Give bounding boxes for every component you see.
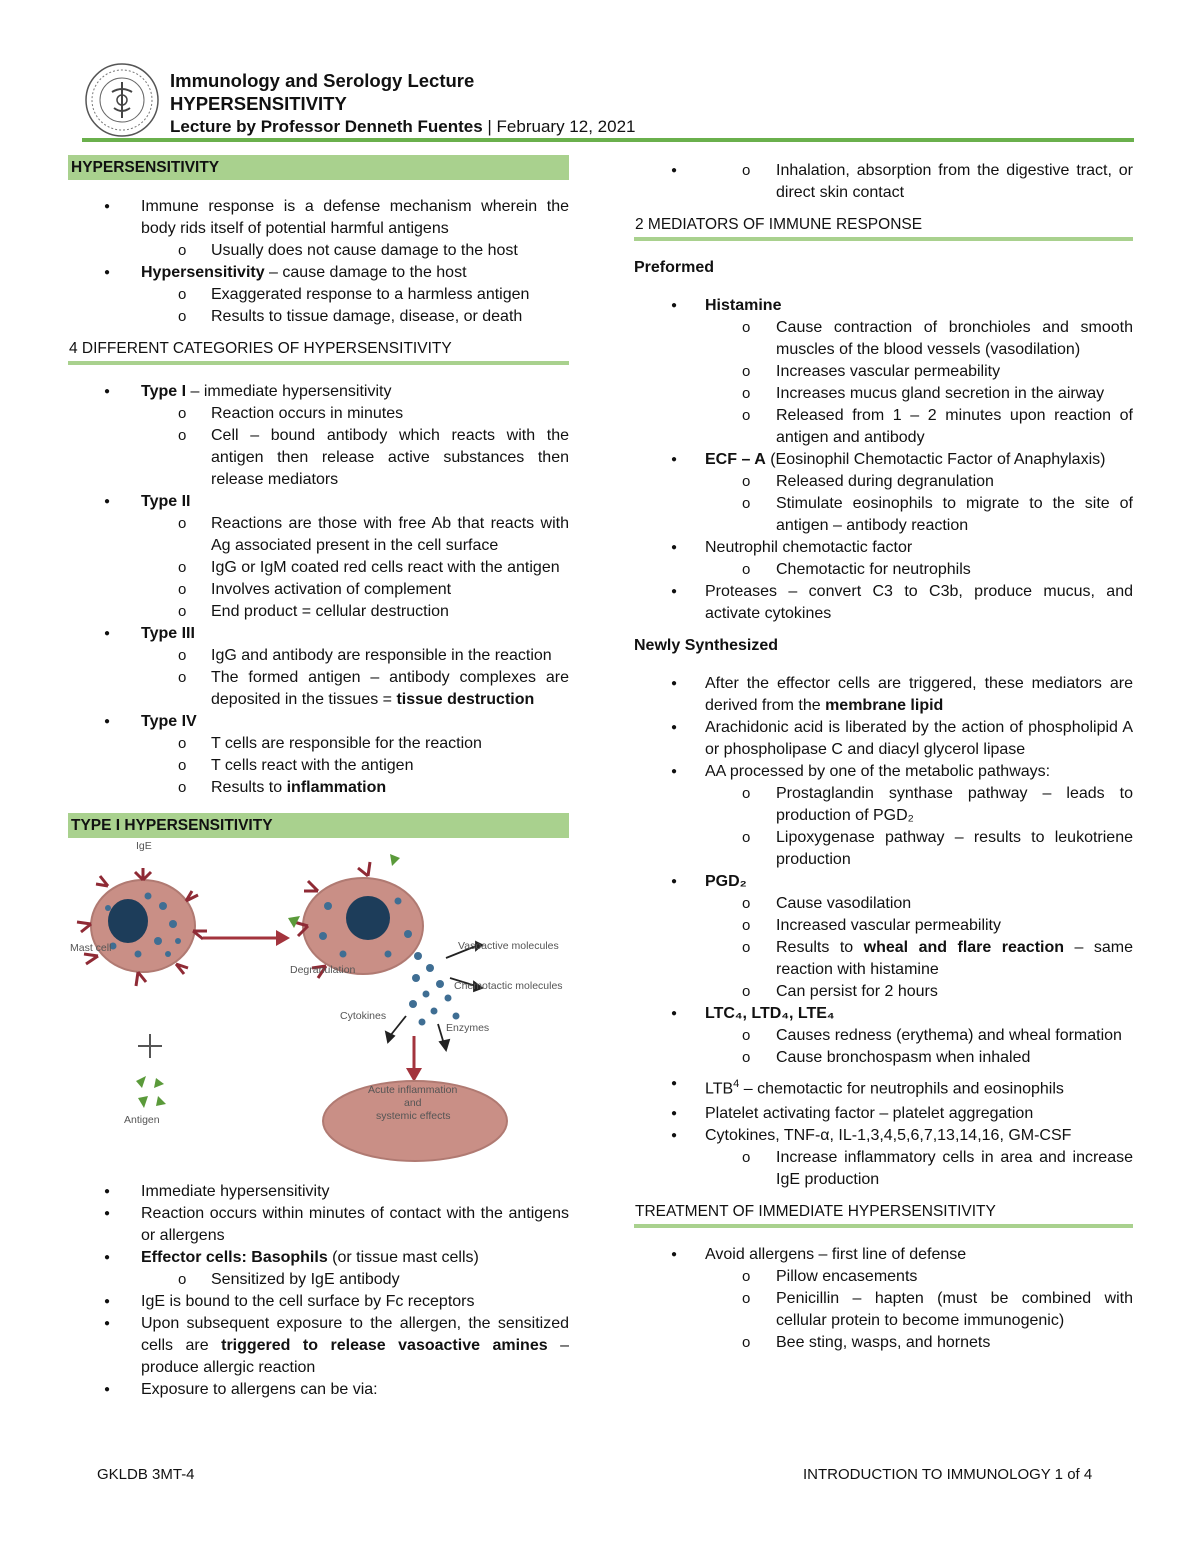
list-item: ● IgE is bound to the cell surface by Fc receptors: [68, 1291, 569, 1313]
list-item: o T cells are responsible for the reaction: [68, 733, 569, 755]
list-item: o Prostaglandin synthase pathway – leads to production of PGD₂: [634, 783, 1133, 827]
list-item: ● Reaction occurs within minutes of contact with the antigens or allergens: [68, 1203, 569, 1247]
footer-right: INTRODUCTION TO IMMUNOLOGY 1 of 4: [803, 1466, 1093, 1483]
footer-left: GKLDB 3MT-4: [97, 1466, 195, 1483]
list-item: o Cause vasodilation: [634, 893, 1133, 915]
list-item: ● Proteases – convert C3 to C3b, produce mucus, and activate cytokines: [634, 581, 1133, 625]
list-item: o IgG and antibody are responsible in the reaction: [68, 645, 569, 667]
list-item: ● Upon subsequent exposure to the allergen, the sensitized cells are triggered to release vasoactive amines – produce allergic reaction: [68, 1313, 569, 1379]
list-item: ● Type II o Reactions are those with free Ab that reacts with Ag associated present in the cell surface o IgG or IgM coated red cells react with the antigen o Involves activation of complement o End product = cellular destruction: [68, 491, 569, 623]
list-item: ● AA processed by one of the metabolic pathways: o Prostaglandin synthase pathway – leads to production of PGD₂ o Lipoxygenase pathway – results to leukotriene production: [634, 761, 1133, 871]
list-item: ● Exposure to allergens can be via:: [68, 1379, 569, 1401]
list-item: ● After the effector cells are triggered, these mediators are derived from the membrane lipid: [634, 673, 1133, 717]
list-item: ● Type III o IgG and antibody are responsible in the reaction o The formed antigen – antibody complexes are deposited in the tissues = tissue destruction: [68, 623, 569, 711]
figure-label-degranulation: Degranulation: [290, 964, 356, 976]
list-item: o Increases vascular permeability: [634, 361, 1133, 383]
section-heading-mediators: 2 MEDIATORS OF IMMUNE RESPONSE: [634, 214, 1133, 241]
lecturer-line: Lecture by Professor Denneth Fuentes | February 12, 2021: [170, 117, 636, 136]
right-column: [634, 160, 1133, 1354]
list-item: ● Neutrophil chemotactic factor o Chemotactic for neutrophils: [634, 537, 1133, 581]
list-item: ● Immediate hypersensitivity: [68, 1181, 569, 1203]
list-item: ● Immune response is a defense mechanism wherein the body rids itself of potential harmful antigens o Usually does not cause damage to the host: [68, 196, 569, 262]
list-item: ● Hypersensitivity – cause damage to the host o Exaggerated response to a harmless antigen o Results to tissue damage, disease, or death: [68, 262, 569, 328]
list-item: ● ECF – A (Eosinophil Chemotactic Factor of Anaphylaxis) o Released during degranulation o Stimulate eosinophils to migrate to the site of antigen – antibody reaction: [634, 449, 1133, 537]
list-item: o Bee sting, wasps, and hornets: [634, 1332, 1133, 1354]
list-continuation: [634, 160, 1133, 204]
figure-label-acute-1: Acute inflammation: [368, 1084, 458, 1096]
list-item: o Exaggerated response to a harmless antigen: [68, 284, 569, 306]
left-column: [68, 155, 569, 1401]
list-item: o Can persist for 2 hours: [634, 981, 1133, 1003]
list-item: o Results to tissue damage, disease, or death: [68, 306, 569, 328]
list-item: o Sensitized by IgE antibody: [68, 1269, 569, 1291]
section-heading-type-i: TYPE I HYPERSENSITIVITY: [68, 813, 569, 838]
list-item: o Released from 1 – 2 minutes upon reaction of antigen and antibody: [634, 405, 1133, 449]
list-item: o Penicillin – hapten (must be combined with cellular protein to become immunogenic): [634, 1288, 1133, 1332]
subheading-preformed: Preformed: [634, 259, 715, 276]
section-heading-categories: 4 DIFFERENT CATEGORIES OF HYPERSENSITIVITY: [68, 338, 569, 365]
university-seal-icon: [84, 62, 160, 138]
list-item: o Released during degranulation: [634, 471, 1133, 493]
list-item: o Reactions are those with free Ab that reacts with Ag associated present in the cell surface: [68, 513, 569, 557]
section-heading-hypersensitivity: HYPERSENSITIVITY: [68, 155, 569, 180]
list-item: o ● Inhalation, absorption from the digestive tract, or direct skin contact: [634, 160, 1133, 204]
list-item: o Cell – bound antibody which reacts with the antigen then release active substances then release mediators: [68, 425, 569, 491]
list-item: ● Type IV o T cells are responsible for the reaction o T cells react with the antigen o Results to inflammation: [68, 711, 569, 799]
list-item: ● Cytokines, TNF-α, IL-1,3,4,5,6,7,13,14,16, GM-CSF o Increase inflammatory cells in area and increase IgE production: [634, 1125, 1133, 1191]
list-item: ● LTC₄, LTD₄, LTE₄ o Causes redness (erythema) and wheal formation o Cause bronchospasm when inhaled: [634, 1003, 1133, 1069]
list-item: ● PGD₂ o Cause vasodilation o Increased vascular permeability o Results to wheal and flare reaction – same reaction with histamine o Can persist for 2 hours: [634, 871, 1133, 1003]
list-item: ● Platelet activating factor – platelet aggregation: [634, 1103, 1133, 1125]
figure-label-chemotactic: Chemotactic molecules: [454, 980, 563, 992]
list-item: o Results to inflammation: [68, 777, 569, 799]
list-item: ● Type I – immediate hypersensitivity o Reaction occurs in minutes o Cell – bound antibody which reacts with the antigen then release active substances then release mediators: [68, 381, 569, 491]
list-item: o Involves activation of complement: [68, 579, 569, 601]
figure-label-antigen: Antigen: [124, 1114, 160, 1126]
list-item: o Cause contraction of bronchioles and smooth muscles of the blood vessels (vasodilation): [634, 317, 1133, 361]
mast-cell-icon: [77, 868, 207, 986]
mast-cell-degranulation-figure: [68, 840, 569, 1171]
subheading-newly-synthesized: Newly Synthesized: [634, 637, 779, 654]
list-item: o Stimulate eosinophils to migrate to the site of antigen – antibody reaction: [634, 493, 1133, 537]
list-item: o Usually does not cause damage to the host: [68, 240, 569, 262]
list-item: ● LTB$^4$ – chemotactic for neutrophils and eosinophils: [634, 1073, 1133, 1100]
degranulating-cell-icon: [288, 854, 460, 1026]
list-item: o IgG or IgM coated red cells react with the antigen: [68, 557, 569, 579]
list-item: o Chemotactic for neutrophils: [634, 559, 1133, 581]
list-item: o Reaction occurs in minutes: [68, 403, 569, 425]
page-header: [82, 60, 1134, 144]
list-item: ● Arachidonic acid is liberated by the action of phospholipid A or phospholipase C and diacyl glycerol lipase: [634, 717, 1133, 761]
list-item: ● Avoid allergens – first line of defense o Pillow encasements o Penicillin – hapten (must be combined with cellular protein to become immunogenic) o Bee sting, wasps, and hornets: [634, 1244, 1133, 1354]
header-rule: [82, 138, 1134, 142]
figure-label-ige: IgE: [136, 840, 152, 852]
list-item: o Causes redness (erythema) and wheal formation: [634, 1025, 1133, 1047]
list-item: ● Effector cells: Basophils (or tissue mast cells) o Sensitized by IgE antibody: [68, 1247, 569, 1291]
section-heading-treatment: TREATMENT OF IMMEDIATE HYPERSENSITIVITY: [634, 1201, 1133, 1228]
list-item: o End product = cellular destruction: [68, 601, 569, 623]
list-item: o Increases mucus gland secretion in the airway: [634, 383, 1133, 405]
course-title: Immunology and Serology Lecture: [170, 70, 475, 91]
list-item: o Pillow encasements: [634, 1266, 1133, 1288]
list-item: ● Histamine o Cause contraction of bronchioles and smooth muscles of the blood vessels (vasodilation) o Increases vascular permeability o Increases mucus gland secretion in the airway o Released from 1 – 2 minutes upon reaction of antigen and antibody: [634, 295, 1133, 449]
figure-label-enzymes: Enzymes: [446, 1022, 490, 1034]
topic-title: HYPERSENSITIVITY: [170, 93, 347, 114]
figure-label-acute-3: systemic effects: [376, 1110, 451, 1122]
list-item: o Cause bronchospasm when inhaled: [634, 1047, 1133, 1069]
list-item: o T cells react with the antigen: [68, 755, 569, 777]
list-item: o Results to wheal and flare reaction – same reaction with histamine: [634, 937, 1133, 981]
figure-label-cytokines: Cytokines: [340, 1010, 387, 1022]
antigen-icon: [136, 1076, 166, 1108]
figure-label-mast-cell: Mast cell: [70, 942, 112, 954]
figure-label-vasoactive: Vasoactive molecules: [458, 940, 559, 952]
list-item: o Lipoxygenase pathway – results to leukotriene production: [634, 827, 1133, 871]
list-item: o Increase inflammatory cells in area and increase IgE production: [634, 1147, 1133, 1191]
list-item: o The formed antigen – antibody complexes are deposited in the tissues = tissue destruction: [68, 667, 569, 711]
list-item: o Increased vascular permeability: [634, 915, 1133, 937]
figure-label-acute-2: and: [404, 1097, 422, 1109]
